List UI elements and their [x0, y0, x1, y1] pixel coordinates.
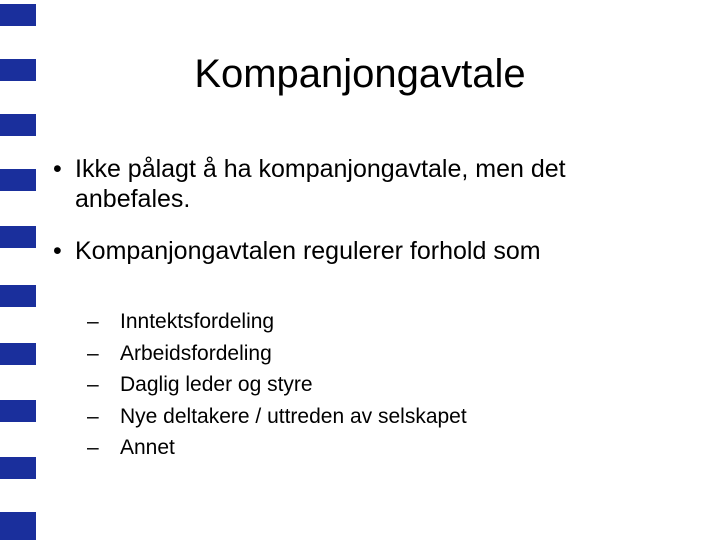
edge-square — [0, 343, 36, 365]
bullet-dot-icon: • — [53, 237, 62, 265]
dash-icon: – — [87, 373, 99, 396]
sub-bullet-text: Daglig leder og styre — [120, 373, 313, 396]
edge-square — [0, 169, 36, 191]
edge-square — [0, 512, 36, 540]
sub-bullet-list — [87, 306, 673, 464]
bullet-dot-icon: • — [53, 155, 62, 183]
bullet-text: Ikke pålagt å ha kompanjongavtale, men det anbefales. — [75, 155, 566, 213]
sub-bullet-item — [87, 401, 673, 433]
sub-bullet-item — [87, 306, 673, 338]
sub-bullet-item — [87, 338, 673, 370]
bullet-item — [53, 154, 673, 214]
dash-icon: – — [87, 310, 99, 333]
edge-square — [0, 400, 36, 422]
edge-square — [0, 114, 36, 136]
sub-bullet-text: Nye deltakere / uttreden av selskapet — [120, 404, 467, 428]
dash-icon: – — [87, 341, 99, 365]
sub-bullet-item — [87, 432, 673, 464]
slide-title: Kompanjongavtale — [194, 52, 526, 96]
edge-square — [0, 285, 36, 307]
edge-square — [0, 457, 36, 479]
edge-square — [0, 4, 36, 26]
sub-bullet-item — [87, 369, 673, 401]
dash-icon: – — [87, 436, 99, 459]
edge-square — [0, 226, 36, 248]
sub-bullet-text: Annet — [120, 436, 175, 459]
bullet-item — [53, 236, 673, 464]
sub-bullet-text: Inntektsfordeling — [120, 310, 275, 333]
sub-bullet-text: Arbeidsfordeling — [120, 341, 272, 365]
bullet-list — [53, 154, 673, 464]
bullet-text: Kompanjongavtalen regulerer forhold som — [75, 237, 541, 265]
dash-icon: – — [87, 404, 99, 428]
